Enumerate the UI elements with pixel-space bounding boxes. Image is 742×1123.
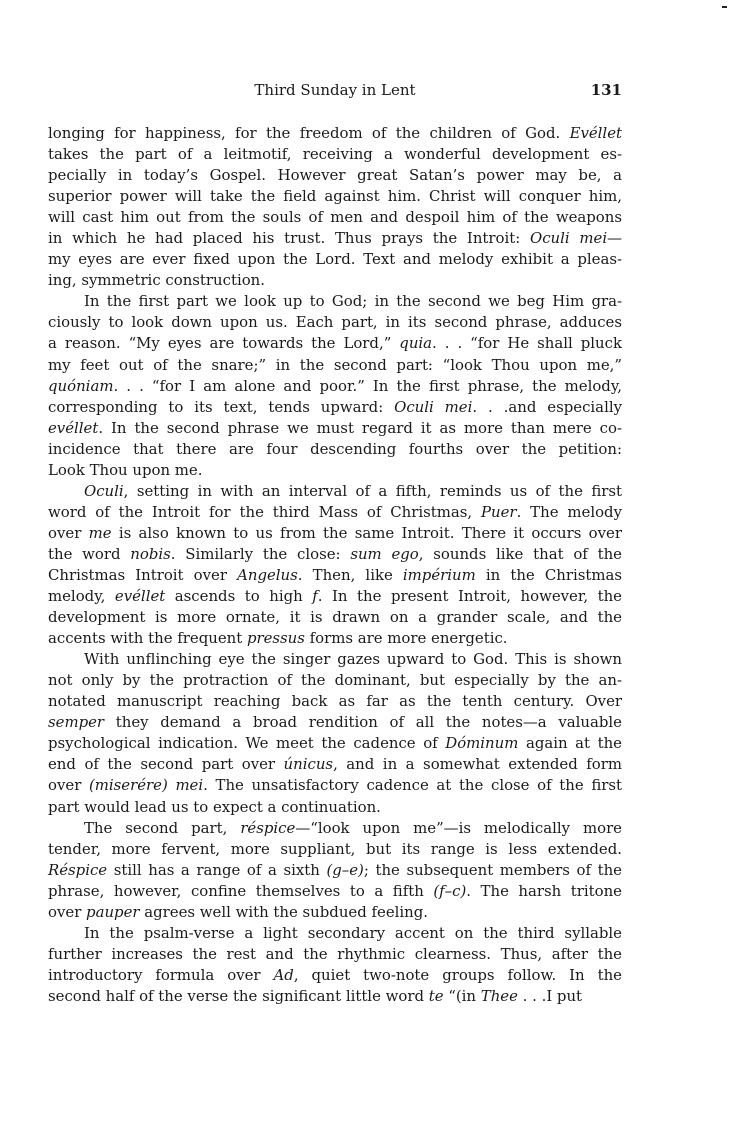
text-line [48, 965, 622, 986]
text-line [48, 944, 622, 965]
text-run: word of the Introit for the third Mass of Christmas, [48, 502, 482, 521]
italic-run: (g–e) [326, 860, 364, 879]
text-run: Look Thou upon me. [48, 460, 203, 479]
italic-run: pauper [86, 902, 140, 921]
text-line [48, 923, 622, 944]
text-run: —“look upon me”—is melodically more [295, 818, 622, 837]
text-run: development is more ornate, it is drawn on a grander scale, and the [48, 608, 622, 627]
text-run: , setting in with an interval of a fifth, reminds us of the first [123, 481, 622, 500]
text-run: . The harsh tritone [466, 881, 622, 900]
italic-run: pressus [246, 629, 305, 648]
text-line [48, 628, 622, 649]
italic-run: Oculi mei [394, 397, 473, 416]
text-run: , sounds like that of the [418, 544, 622, 563]
text-run: my feet out of the snare;” in the second part: “look Thou upon me,” [48, 355, 622, 374]
text-run: agrees well with the subdued feeling. [139, 902, 429, 921]
italic-run: únicus [283, 755, 334, 774]
italic-run: réspice [240, 818, 296, 837]
italic-run: Réspice [48, 860, 108, 879]
text-line [48, 818, 622, 839]
text-run: ; the subsequent members of the [363, 860, 622, 879]
text-line [48, 797, 622, 818]
text-run: . The melody [516, 502, 622, 521]
text-line [48, 986, 622, 1007]
text-run: longing for happiness, for the freedom of the children of God. [48, 124, 570, 142]
text-run: . . .and especially [472, 397, 623, 416]
italic-run: te [428, 986, 444, 1005]
text-line [48, 249, 622, 270]
text-run: over [48, 523, 89, 542]
text-run: . Similarly the close: [170, 544, 351, 563]
text-line [48, 312, 622, 333]
italic-run: Puer [481, 502, 517, 521]
text-run: In the first part we look up to God; in the second we beg Him gra- [84, 292, 622, 311]
italic-run: me [88, 523, 112, 542]
italic-run: f [312, 587, 318, 606]
text-run: is also known to us from the same Introit. There it occurs over [111, 523, 622, 542]
text-run: second half of the verse the significant little word [48, 986, 429, 1005]
text-run: ascends to high [165, 587, 313, 606]
text-run: phrase, however, confine themselves to a fifth [48, 881, 434, 900]
text-run: . In the present Introit, however, the [317, 587, 622, 606]
text-run: the word [48, 544, 131, 563]
text-run: — [607, 229, 623, 248]
italic-run: Thee [480, 986, 518, 1005]
text-line [48, 565, 622, 586]
text-line [48, 775, 622, 796]
italic-run: Oculi [84, 481, 124, 500]
text-line [48, 207, 622, 228]
running-title: Third Sunday in Lent [254, 81, 416, 99]
text-line [48, 376, 622, 397]
text-line [48, 165, 622, 186]
text-line [48, 502, 622, 523]
italic-run: sum ego [350, 544, 419, 563]
text-run: will cast him out from the souls of men and despoil him of the weapons [48, 208, 622, 227]
italic-run: Evéllet [569, 124, 622, 142]
text-line [48, 123, 622, 144]
text-line [48, 691, 622, 712]
text-line [48, 397, 622, 418]
text-run: still has a range of a sixth [107, 860, 327, 879]
text-run: in the Christmas [475, 565, 622, 584]
text-run: accents with the frequent [48, 629, 247, 648]
text-run: . . .I put [517, 986, 583, 1005]
text-run: superior power will take the field against him. Christ will conquer him, [48, 187, 622, 206]
italic-run: nobis [130, 544, 171, 563]
text-run: my eyes are ever fixed upon the Lord. Text and melody exhibit a pleas- [48, 250, 622, 269]
text-run: in which he had placed his trust. Thus prays the Introit: [48, 229, 530, 248]
text-line [48, 418, 622, 439]
text-run: again at the [518, 734, 622, 753]
text-line [48, 481, 622, 502]
text-line [48, 144, 622, 165]
text-run: tender, more fervent, more suppliant, but its range is less extended. [48, 839, 622, 858]
italic-run: (f–c) [433, 881, 467, 900]
text-run: over [48, 776, 89, 795]
text-line [48, 902, 622, 923]
italic-run: evéllet [48, 418, 99, 437]
text-run: The second part, [84, 818, 241, 837]
text-run: introductory formula over [48, 965, 274, 984]
italic-run: Oculi mei [530, 229, 608, 248]
italic-run: Dóminum [445, 734, 519, 753]
text-run: . . . “for I am alone and poor.” In the first phrase, the melody, [113, 376, 622, 395]
text-run: “(in [443, 986, 481, 1005]
text-line [48, 544, 622, 565]
text-line [48, 270, 622, 291]
text-line [48, 228, 622, 249]
text-run: psychological indication. We meet the cadence of [48, 734, 446, 753]
text-run: . In the second phrase we must regard it as more than mere co- [98, 418, 622, 437]
text-run: , quiet two-note groups follow. In the [293, 965, 622, 984]
text-line [48, 733, 622, 754]
text-run: end of the second part over [48, 755, 284, 774]
italic-run: Angelus [237, 565, 298, 584]
text-line [48, 712, 622, 733]
text-line [48, 523, 622, 544]
body-text [48, 123, 622, 1007]
text-run: With unflinching eye the singer gazes upward to God. This is shown [84, 650, 622, 669]
text-line [48, 839, 622, 860]
text-run: . Then, like [297, 565, 403, 584]
text-line [48, 291, 622, 312]
italic-run: quia [399, 334, 433, 353]
text-run: . . . “for He shall pluck [432, 334, 622, 353]
text-run: further increases the rest and the rhythmic clearness. Thus, after the [48, 944, 622, 963]
text-run: . The unsatisfactory cadence at the close of the first [203, 776, 622, 795]
text-run: incidence that there are four descending fourths over the petition: [48, 439, 622, 458]
text-line [48, 607, 622, 628]
italic-run: impérium [402, 565, 476, 584]
running-header [48, 81, 622, 103]
text-run: notated manuscript reaching back as far as the tenth century. Over [48, 692, 622, 711]
text-run: In the psalm-verse a light secondary accent on the third syllable [84, 923, 622, 942]
text-line [48, 649, 622, 670]
text-line [48, 860, 622, 881]
text-line [48, 355, 622, 376]
text-run: Christmas Introit over [48, 565, 238, 584]
scan-mark [722, 6, 727, 8]
text-run: ing, symmetric construction. [48, 271, 265, 290]
text-run: corresponding to its text, tends upward: [48, 397, 395, 416]
text-run: ciously to look down upon us. Each part, in its second phrase, adduces [48, 313, 622, 332]
text-line [48, 333, 622, 354]
text-line [48, 881, 622, 902]
text-line [48, 460, 622, 481]
text-run: not only by the protraction of the dominant, but especially by the an- [48, 671, 622, 690]
italic-run: evéllet [114, 587, 166, 606]
text-line [48, 439, 622, 460]
text-run: they demand a broad rendition of all the notes—a valuable [104, 713, 622, 732]
text-line [48, 670, 622, 691]
text-run: part would lead us to expect a continuation. [48, 797, 381, 816]
page-number: 131 [590, 81, 622, 99]
text-run: forms are more energetic. [304, 629, 508, 648]
text-run: over [48, 902, 87, 921]
text-line [48, 754, 622, 775]
text-run: takes the part of a leitmotif, receiving a wonderful development es- [48, 145, 622, 164]
italic-run: Ad [273, 965, 294, 984]
text-run: , and in a somewhat extended form [333, 755, 622, 774]
text-line [48, 586, 622, 607]
italic-run: (miserére) mei [88, 776, 204, 795]
italic-run: quóniam [48, 376, 114, 395]
text-run: melody, [48, 587, 115, 606]
italic-run: semper [48, 713, 105, 732]
text-run: pecially in today’s Gospel. However great Satan’s power may be, a [48, 166, 622, 185]
text-line [48, 186, 622, 207]
text-run: a reason. “My eyes are towards the Lord,” [48, 334, 400, 353]
